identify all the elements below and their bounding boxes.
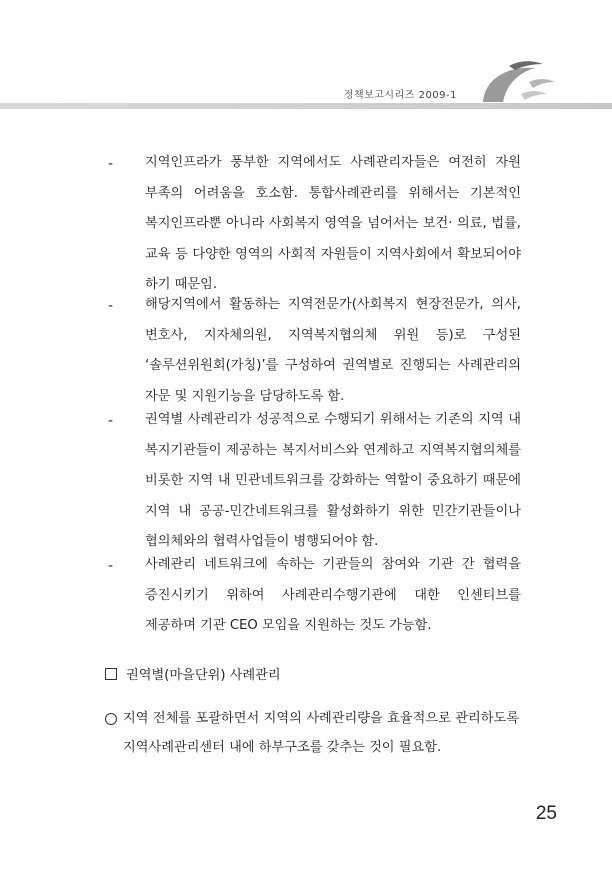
dash-item-3 (108, 405, 521, 558)
circle-item (105, 704, 519, 762)
dash-marker: - (108, 413, 114, 429)
circle-bullet-icon (105, 713, 117, 725)
paragraph: 권역별 사례관리가 성공적으로 수행되기 위해서는 기존의 지역 내 복지기관들이 제공하는 복지서비스와 연계하고 지역복지협의체를 비롯한 지역 내 민관네트워크를 강화하는 역할이 중요하기 때문에 지역 내 공공-민간네트워크를 활성화하기 위한 민간기관들이나 협의체와의 협력사업들이 병행되어야 함. (145, 412, 521, 550)
page-number: 25 (535, 803, 557, 824)
dash-marker: - (108, 156, 114, 172)
paragraph: 해당지역에서 활동하는 지역전문가(사회복지 현장전문가, 의사, 변호사, 지자체의원, 지역복지협의체 위원 등)로 구성된 ‘솔루션위원회(가칭)’를 구성하여 권역별로 진행되는 사례관리의 자문 및 지원기능을 담당하도록 함. (145, 297, 521, 404)
dash-item-2 (108, 290, 521, 412)
series-title: 정책보고시리즈 2009-1 (343, 90, 457, 101)
bird-logo-icon (463, 58, 558, 106)
dash-marker: - (108, 298, 114, 314)
square-bullet-icon (105, 668, 117, 680)
dash-item-4 (108, 550, 521, 642)
section-heading-text: 권역별(마을단위) 사례관리 (126, 668, 281, 683)
paragraph: 지역인프라가 풍부한 지역에서도 사례관리자들은 여전히 자원 부족의 어려움을 호소함. 통합사례관리를 위해서는 기본적인 복지인프라뿐 아니라 사회복지 영역을 넘어서는 보건· 의료, 법률, 교육 등 다양한 영역의 사회적 자원들이 지역사회에서 확보되어야 하기 때문임. (145, 155, 521, 293)
dash-marker: - (108, 558, 114, 574)
paragraph: 사례관리 네트워크에 속하는 기관들의 참여와 기관 간 협력을 증진시키기 위하여 사례관리수행기관에 대한 인센티브를 제공하며 기관 CEO 모임을 지원하는 것도 가능함. (145, 557, 521, 634)
dash-item-1 (108, 148, 521, 301)
paragraph: 지역 전체를 포괄하면서 지역의 사례관리량을 효율적으로 관리하도록 지역사례관리센터 내에 하부구조를 갖추는 것이 필요함. (123, 711, 519, 755)
section-heading (105, 665, 281, 687)
